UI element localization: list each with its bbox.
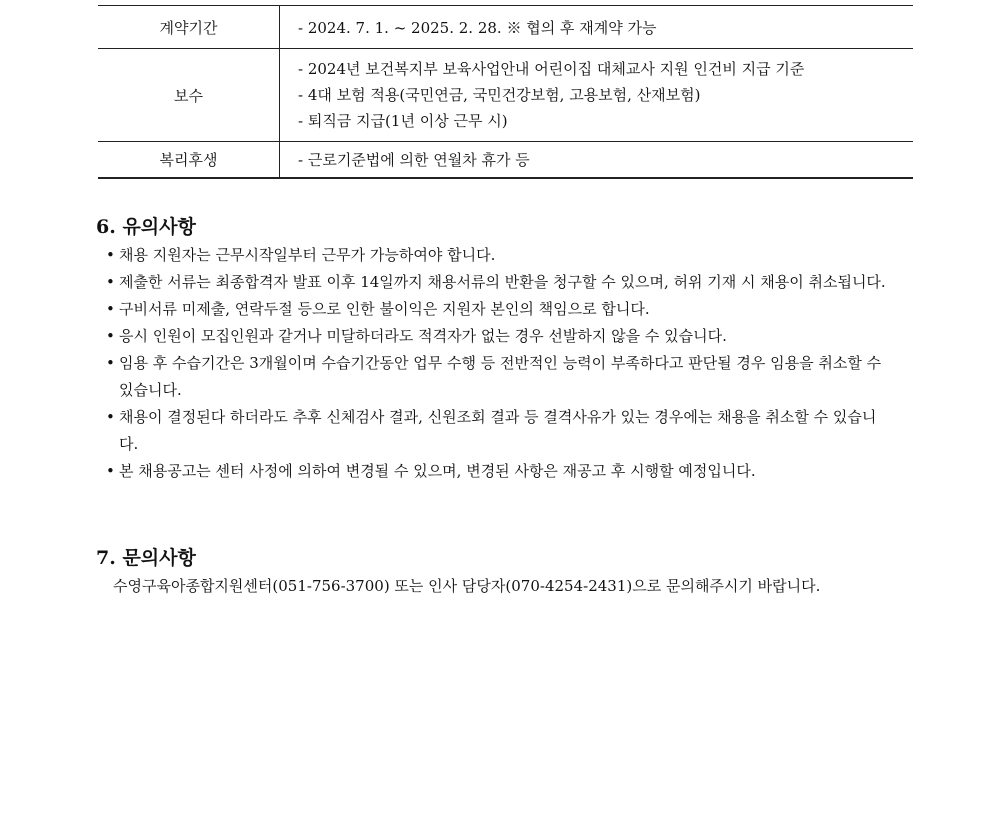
section-title-notes: 6. 유의사항	[96, 216, 196, 238]
list-item	[104, 458, 894, 485]
bullet-icon: •	[106, 408, 115, 426]
list-item	[104, 242, 894, 269]
note-text: 제출한 서류는 최종합격자 발표 이후 14일까지 채용서류의 반환을 청구할 수 있으며, 허위 기재 시 채용이 취소됩니다.	[119, 273, 886, 291]
list-item	[104, 350, 894, 404]
welfare-value: - 근로기준법에 의한 연월차 휴가 등	[280, 142, 914, 179]
bullet-icon: •	[106, 327, 115, 345]
note-text: 채용 지원자는 근무시작일부터 근무가 가능하여야 합니다.	[119, 246, 496, 264]
pay-label: 보수	[98, 49, 280, 142]
list-item	[104, 323, 894, 350]
pay-line-standard: - 2024년 보건복지부 보육사업안내 어린이집 대체교사 지원 인건비 지급 기준	[298, 60, 805, 78]
bullet-icon: •	[106, 354, 115, 372]
list-item	[104, 296, 894, 323]
bullet-icon: •	[106, 462, 115, 480]
list-item	[104, 269, 894, 296]
welfare-label: 복리후생	[98, 142, 280, 179]
note-text: 채용이 결정된다 하더라도 추후 신체검사 결과, 신원조회 결과 등 결격사유가 있는 경우에는 채용을 취소할 수 있습니다.	[119, 408, 877, 453]
pay-line-severance: - 퇴직금 지급(1년 이상 근무 시)	[298, 112, 508, 130]
table-row-contract	[98, 6, 913, 49]
bullet-icon: •	[106, 246, 115, 264]
notes-list	[104, 242, 894, 485]
note-text: 본 채용공고는 센터 사정에 의하여 변경될 수 있으며, 변경된 사항은 재공고 후 시행할 예정입니다.	[119, 462, 756, 480]
table-row-pay	[98, 49, 913, 142]
contract-label: 계약기간	[98, 6, 280, 49]
note-text: 임용 후 수습기간은 3개월이며 수습기간동안 업무 수행 등 전반적인 능력이 부족하다고 판단될 경우 임용을 취소할 수 있습니다.	[119, 354, 882, 399]
pay-line-insurance: - 4대 보험 적용(국민연금, 국민건강보험, 고용보험, 산재보험)	[298, 86, 701, 104]
list-item	[104, 404, 894, 458]
table-row-welfare	[98, 142, 913, 179]
note-text: 구비서류 미제출, 연락두절 등으로 인한 불이익은 지원자 본인의 책임으로 합니다.	[119, 300, 650, 318]
inquiry-text: 수영구육아종합지원센터(051-756-3700) 또는 인사 담당자(070-4254-2431)으로 문의해주시기 바랍니다.	[113, 577, 821, 595]
note-text: 응시 인원이 모집인원과 같거나 미달하더라도 적격자가 없는 경우 선발하지 않을 수 있습니다.	[119, 327, 727, 345]
contract-value: - 2024. 7. 1. ~ 2025. 2. 28. ※ 협의 후 재계약 가능	[280, 6, 914, 49]
pay-value	[280, 49, 914, 142]
bullet-icon: •	[106, 273, 115, 291]
employment-terms-table	[98, 5, 913, 179]
section-title-inquiry: 7. 문의사항	[96, 547, 196, 569]
bullet-icon: •	[106, 300, 115, 318]
